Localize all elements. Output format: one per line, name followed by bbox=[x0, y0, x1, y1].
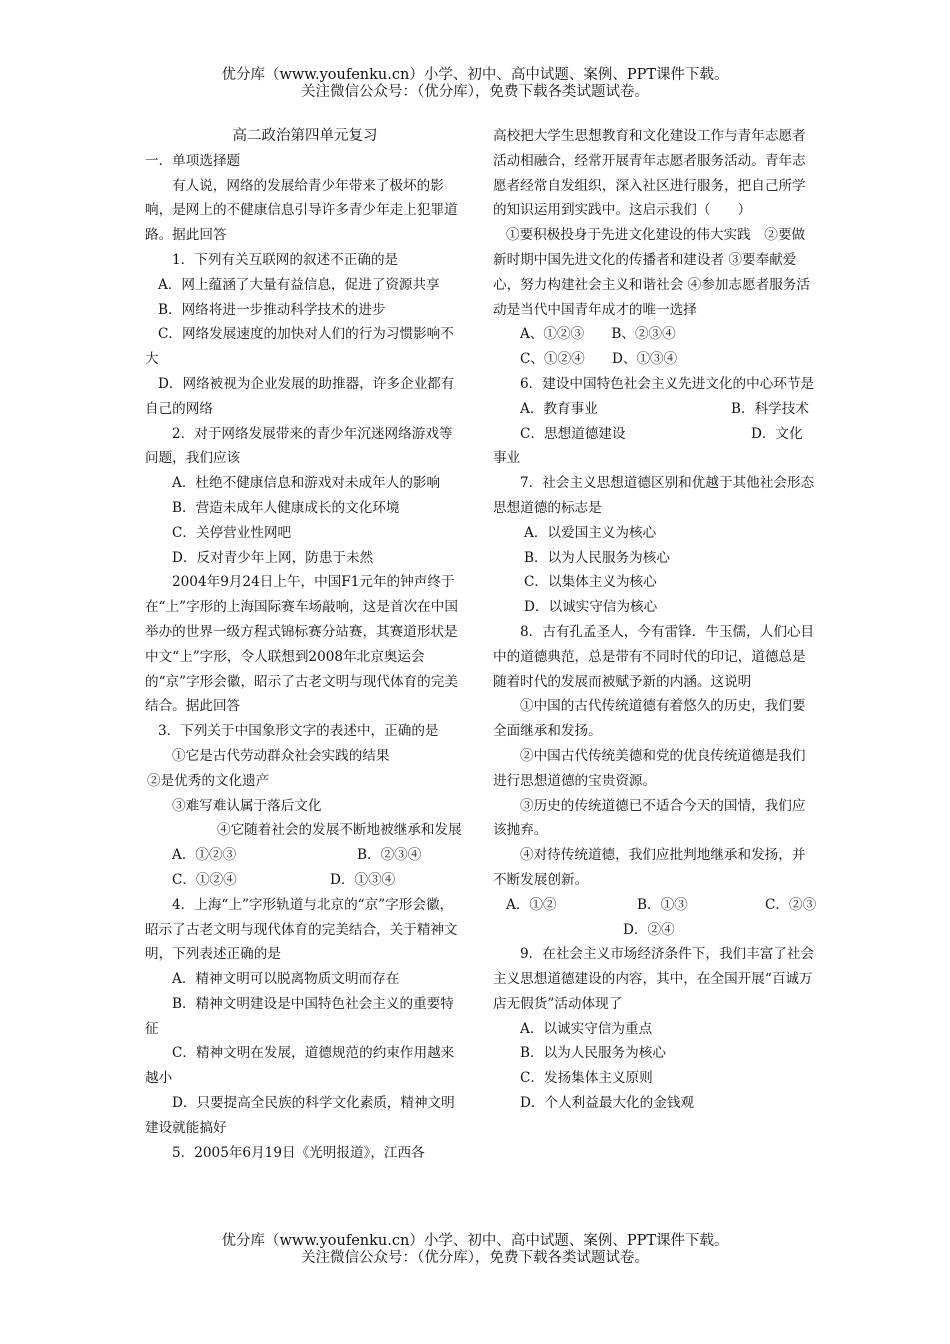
q6-option-d: D．文化事业 bbox=[493, 425, 803, 467]
q8-option-c: C．②③ bbox=[765, 896, 817, 913]
header-line-2: 关注微信公众号：（优分库），免费下载各类试题试卷。 bbox=[301, 84, 649, 100]
passage-network: 有人说，网络的发展给青少年带来了极坏的影响，是网上的不健康信息引导许多青少年走上犯罪道路。据此回答 bbox=[145, 177, 458, 244]
q4-option-c: C．精神文明在发展，道德规范的约束作用越来越小 bbox=[145, 1045, 455, 1087]
document-title: 高二政治第四单元复习 bbox=[232, 128, 378, 144]
q3-option-b: B．②③④ bbox=[357, 847, 422, 864]
q5-options-row-1: A、①②③ B、②③④ bbox=[520, 326, 676, 343]
passage-f1: 2004年9月24日上午，中国F1元年的钟声终于在“上”字形的上海国际赛车场敲响，这是首次在中国举办的世界一级方程式锦标赛分站赛，其赛道形状是中文“上”字形，令人联想到2008年北京奥运会的“京”字形会徽，昭示了古老文明与现代体育的完美结合。据此回答 bbox=[145, 574, 458, 715]
q7-option-a: A．以爱国主义为核心 bbox=[524, 524, 657, 541]
page-footer bbox=[0, 1233, 950, 1267]
q7-option-c: C．以集体主义为核心 bbox=[524, 574, 657, 591]
q6-option-a: A．教育事业 bbox=[520, 400, 598, 417]
q6-options-row-1 bbox=[493, 397, 815, 422]
q8-options-row-1 bbox=[493, 893, 815, 918]
right-column bbox=[493, 124, 815, 1116]
q3-option-d: D．①③④ bbox=[330, 871, 396, 888]
q6-options-row-2 bbox=[493, 422, 815, 472]
q8-statement-2: ②中国古代传统美德和党的优良传统道德是我们进行思想道德的宝贵资源。 bbox=[493, 747, 806, 789]
q3-statement-2: ②是优秀的文化遗产 bbox=[147, 772, 270, 789]
q8-option-a: A．①② bbox=[506, 896, 557, 913]
q1-option-b: B．网络将进一步推动科学技术的进步 bbox=[158, 301, 386, 318]
question-5-start: 5．2005年6月19日《光明报道》，江西各 bbox=[172, 1144, 425, 1161]
question-9: 9．在社会主义市场经济条件下，我们丰富了社会主义思想道德建设的内容，其中，在全国开展“百诚万店无假货”活动体现了 bbox=[493, 946, 815, 1012]
q8-option-b: B．①③ bbox=[637, 896, 688, 913]
q3-statement-3: ③难写难认属于落后文化 bbox=[172, 797, 322, 814]
question-6: 6．建设中国特色社会主义先进文化的中心环节是 bbox=[520, 375, 815, 392]
question-8: 8．古有孔孟圣人，今有雷锋．牛玉儒，人们心目中的道德典范，总是带有不同时代的印记，道德总是随着时代的发展而被赋予新的内涵。这说明 bbox=[493, 623, 815, 690]
footer-line-2: 关注微信公众号：（优分库），免费下载各类试题试卷。 bbox=[301, 1250, 649, 1266]
q8-statement-1: ①中国的古代传统道德有着悠久的历史，我们要全面继承和发扬。 bbox=[493, 698, 806, 740]
q1-option-a: A．网上蕴涵了大量有益信息，促进了资源共享 bbox=[158, 276, 440, 293]
q3-option-a: A．①②③ bbox=[172, 847, 237, 864]
q8-options-row-2 bbox=[493, 918, 815, 943]
q5-options-row-2: C、①②④ D、①③④ bbox=[520, 351, 678, 368]
q3-statement-4: ④它随着社会的发展不断地被继承和发展 bbox=[217, 822, 462, 839]
q3-statement-1: ①它是古代劳动群众社会实践的结果 bbox=[172, 747, 390, 764]
question-1: 1．下列有关互联网的叙述不正确的是 bbox=[172, 251, 399, 268]
question-2: 2．对于网络发展带来的青少年沉迷网络游戏等问题，我们应该 bbox=[145, 425, 453, 467]
q7-option-b: B．以为人民服务为核心 bbox=[524, 549, 670, 566]
q2-option-a: A．杜绝不健康信息和游戏对未成年人的影响 bbox=[172, 475, 441, 492]
q2-option-d: D．反对青少年上网，防患于未然 bbox=[172, 549, 374, 566]
question-7: 7．社会主义思想道德区别和优越于其他社会形态思想道德的标志是 bbox=[493, 475, 815, 516]
q3-options-row-2 bbox=[145, 868, 465, 893]
q8-option-d: D．②④ bbox=[623, 921, 675, 938]
q6-option-b: B．科学技术 bbox=[731, 400, 809, 417]
q2-option-b: B．营造未成年人健康成长的文化环境 bbox=[172, 499, 400, 516]
page-header bbox=[0, 67, 950, 101]
question-4: 4．上海“上”字形轨道与北京的“京”字形会徽，昭示了古老文明与现代体育的完美结合，关于精神文明，下列表述正确的是 bbox=[145, 896, 458, 963]
q8-statement-3: ③历史的传统道德已不适合今天的国情，我们应该抛弃。 bbox=[493, 797, 806, 839]
q2-option-c: C．关停营业性网吧 bbox=[172, 524, 292, 541]
q9-option-b: B．以为人民服务为核心 bbox=[520, 1045, 666, 1062]
section-heading: 一．单项选择题 bbox=[145, 152, 241, 169]
q9-option-a: A．以诚实守信为重点 bbox=[520, 1020, 653, 1037]
q4-option-d: D．只要提高全民族的科学文化素质，精神文明建设就能搞好 bbox=[145, 1095, 455, 1136]
q5-statements: ①要积极投身于先进文化建设的伟大实践 ②要做新时期中国先进文化的传播者和建设者 ③要奉献爱心，努力构建社会主义和谐社会 ④参加志愿者服务活动是当代中国青年成才的唯一选择 bbox=[493, 227, 810, 318]
header-line-1: 优分库（www.youfenku.cn）小学、初中、高中试题、案例、PPT课件下载。 bbox=[221, 67, 729, 83]
left-column bbox=[145, 124, 465, 1165]
q4-option-b: B．精神文明建设是中国特色社会主义的重要特征 bbox=[145, 995, 454, 1037]
question-5-continued: 高校把大学生思想教育和文化建设工作与青年志愿者活动相融合，经常开展青年志愿者服务活动。青年志愿者经常自发组织，深入社区进行服务，把自己所学的知识运用到实践中。这启示我们（ ） bbox=[493, 128, 806, 219]
q3-option-c: C．①②④ bbox=[172, 871, 237, 888]
question-3: 3．下列关于中国象形文字的表述中，正确的是 bbox=[158, 723, 439, 740]
footer-line-1: 优分库（www.youfenku.cn）小学、初中、高中试题、案例、PPT课件下载。 bbox=[221, 1233, 729, 1249]
q6-option-c: C．思想道德建设 bbox=[520, 425, 626, 442]
q1-option-d: D．网络被视为企业发展的助推器，许多企业都有自己的网络 bbox=[145, 375, 455, 417]
q1-option-c: C．网络发展速度的加快对人们的行为习惯影响不大 bbox=[145, 326, 454, 368]
q8-statement-4: ④对待传统道德，我们应批判地继承和发扬，并不断发展创新。 bbox=[493, 847, 806, 888]
q9-option-c: C．发扬集体主义原则 bbox=[520, 1070, 653, 1087]
q9-option-d: D．个人利益最大化的金钱观 bbox=[520, 1095, 695, 1112]
q3-options-row-1 bbox=[145, 843, 465, 868]
q7-option-d: D．以诚实守信为核心 bbox=[524, 599, 658, 616]
q4-option-a: A．精神文明可以脱离物质文明而存在 bbox=[172, 971, 400, 988]
